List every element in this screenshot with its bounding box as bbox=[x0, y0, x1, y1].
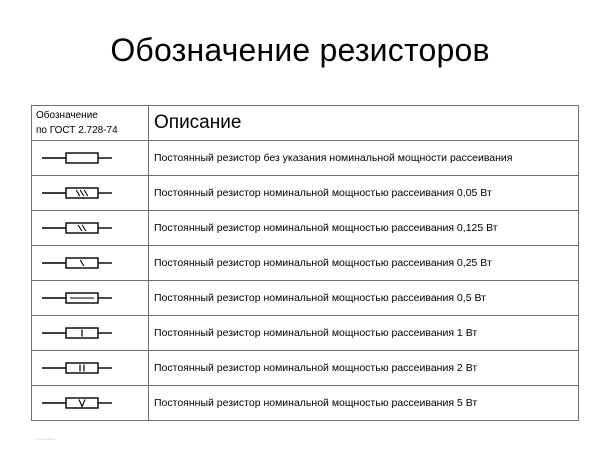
resistor-symbol-cell bbox=[32, 316, 149, 351]
symbol-header-line1: Обозначение bbox=[36, 110, 98, 121]
resistor-description: Постоянный резистор без указания номинальной мощности рассеивания bbox=[149, 141, 579, 176]
resistor-description: Постоянный резистор номинальной мощностью рассеивания 2 Вт bbox=[149, 351, 579, 386]
resistor-symbol-icon bbox=[32, 281, 144, 315]
resistor-symbol-cell bbox=[32, 386, 149, 421]
symbol-header-line2: по ГОСТ 2.728-74 bbox=[36, 125, 118, 136]
page-corner-mark bbox=[35, 436, 55, 442]
resistor-symbol-icon bbox=[32, 246, 144, 280]
table-header-row bbox=[32, 106, 579, 141]
table-row bbox=[32, 246, 579, 281]
resistor-body bbox=[66, 153, 98, 163]
resistor-symbol-cell bbox=[32, 246, 149, 281]
resistor-symbol-icon bbox=[32, 386, 144, 420]
resistor-symbol-cell bbox=[32, 281, 149, 316]
description-column-header: Описание bbox=[149, 106, 579, 141]
resistor-symbol-cell bbox=[32, 176, 149, 211]
page-title: Обозначение резисторов bbox=[110, 32, 490, 68]
resistor-description: Постоянный резистор номинальной мощностью рассеивания 1 Вт bbox=[149, 316, 579, 351]
symbol-column-header bbox=[32, 106, 149, 141]
resistor-description: Постоянный резистор номинальной мощностью рассеивания 5 Вт bbox=[149, 386, 579, 421]
table-row bbox=[32, 351, 579, 386]
resistor-symbol-icon bbox=[32, 211, 144, 245]
table-row bbox=[32, 386, 579, 421]
resistor-symbol-icon bbox=[32, 176, 144, 210]
table-row bbox=[32, 316, 579, 351]
resistor-designation-table bbox=[31, 105, 579, 421]
resistor-symbol-icon bbox=[32, 351, 144, 385]
table-row bbox=[32, 281, 579, 316]
table-row bbox=[32, 176, 579, 211]
resistor-symbol-icon bbox=[32, 141, 144, 175]
resistor-body bbox=[66, 363, 98, 373]
resistor-description: Постоянный резистор номинальной мощностью рассеивания 0,125 Вт bbox=[149, 211, 579, 246]
resistor-symbol-cell bbox=[32, 141, 149, 176]
resistor-symbol-cell bbox=[32, 351, 149, 386]
resistor-description: Постоянный резистор номинальной мощностью рассеивания 0,5 Вт bbox=[149, 281, 579, 316]
resistor-body bbox=[66, 223, 98, 233]
table-row bbox=[32, 141, 579, 176]
resistor-description: Постоянный резистор номинальной мощностью рассеивания 0,25 Вт bbox=[149, 246, 579, 281]
resistor-symbol-icon bbox=[32, 316, 144, 350]
table-row bbox=[32, 211, 579, 246]
resistor-symbol-cell bbox=[32, 211, 149, 246]
resistor-description: Постоянный резистор номинальной мощностью рассеивания 0,05 Вт bbox=[149, 176, 579, 211]
